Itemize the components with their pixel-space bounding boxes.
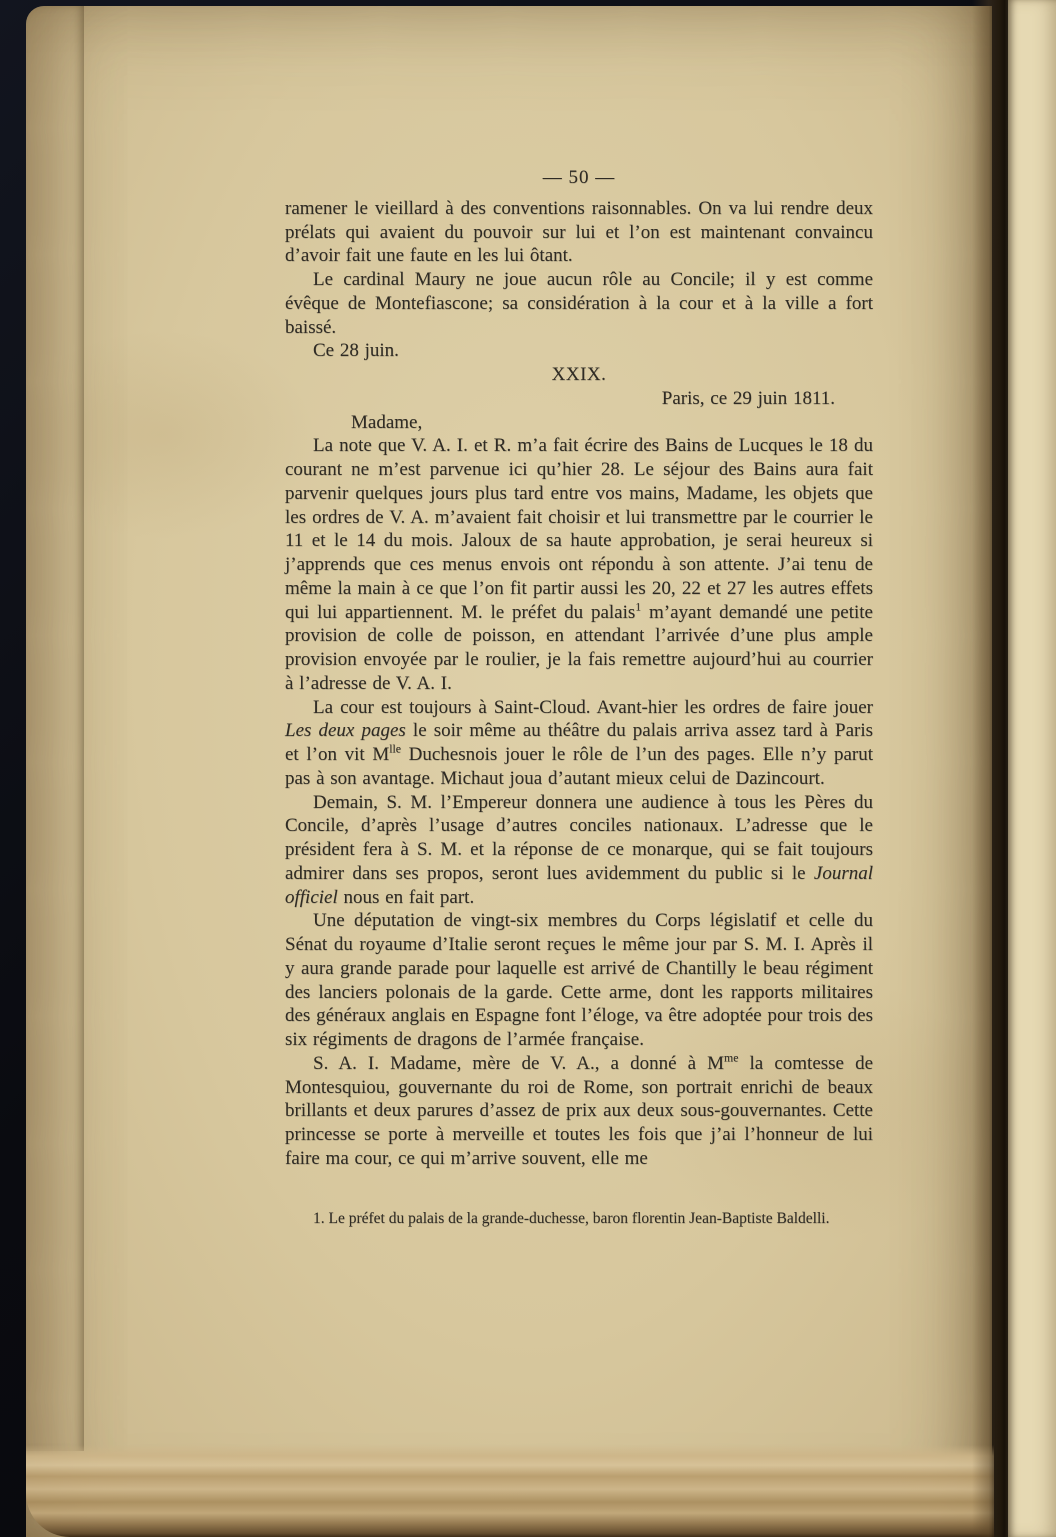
text-segment: ramener le vieillard à des conventions raisonnables. On va lui rendre deux prélats qui avaient du pouvoir sur lui et l’on est maintenant convaincu d’avoir fait une faute en les lui ôtant. (285, 197, 873, 267)
superscript-reference: me (724, 1051, 739, 1065)
text-segment: Duchesnois jouer le rôle de l’un des pages. Elle n’y parut pas à son avantage. Michaut joua d’autant mieux celui de Dazincourt. (285, 744, 873, 789)
paragraph (285, 696, 873, 791)
text-segment: nous en fait part. (337, 886, 475, 908)
paragraph (285, 339, 873, 363)
text-segment: Ce 28 juin. (313, 340, 399, 362)
paragraph (285, 909, 873, 1052)
page-stack-left-edge (26, 6, 84, 1451)
text-segment: La cour est toujours à Saint-Cloud. Avant-hier les ordres de faire jouer (313, 696, 873, 718)
text-segment: S. A. I. Madame, mère de V. A., a donné à M (313, 1052, 725, 1074)
paragraph (285, 268, 873, 339)
text-segment: le soir même au théâtre du palais arriva assez tard à Paris et l’on vit M (285, 720, 874, 765)
italic-text: Les deux pages (285, 720, 406, 742)
text-segment: Paris, ce 29 juin 1811. (661, 387, 835, 409)
superscript-reference: lle (389, 742, 401, 756)
letter-dateline (285, 387, 873, 411)
text-segment: Une députation de vingt-six membres du Corps législatif et celle du Sénat du royaume d’Italie seront reçues le même jour par S. M. I. Après il y aura grande parade pour laquelle est arrivé de Chantilly le beau régiment des lanciers polonais de la garde. Cette arme, dont les rapports militaires des généraux anglais en Espagne font l’éloge, va être adoptée pour trois des six régiments de dragons de l’armée française. (285, 910, 873, 1050)
text-segment: m’ayant demandé une petite provision de colle de poisson, en attendant l’arrivée d’une plus ample provision envoyée par le roulier, je la fais remettre aujourd’hui au courrier à l’adresse de V. A. I. (285, 601, 873, 694)
paragraph (285, 434, 873, 695)
chapter-heading (285, 363, 873, 387)
text-segment: XXIX. (551, 364, 607, 385)
text-block (285, 166, 873, 1244)
paragraph (285, 791, 873, 910)
superscript-reference: 1 (635, 600, 642, 614)
text-segment: Le cardinal Maury ne joue aucun rôle au Concile; il y est comme évêque de Montefiascone; sa considération à la cour et à la ville a fort baissé. (285, 269, 873, 338)
italic-text: Journal officiel (285, 862, 873, 908)
book-page (26, 6, 992, 1537)
text-segment: 1. Le préfet du palais de la grande-duchesse, baron florentin Jean-Baptiste Baldelli. (313, 1209, 830, 1227)
page-number: — 50 — (542, 167, 616, 188)
letter-salutation (285, 411, 873, 435)
paragraph-continuation (285, 197, 873, 268)
page-stack-bottom-edge (26, 1445, 994, 1537)
text-segment: La note que V. A. I. et R. m’a fait écrire des Bains de Lucques le 18 du courant ne m’est parvenue ici qu’hier 28. Le séjour des Bains aura fait parvenir quelques jours plus tard entre vos mains, Madame, les objets que les ordres de V. A. m’avaient fait choisir et lui transmettre par le courrier le 11 et le 14 du mois. Jaloux de sa haute approbation, je serai heureux si j’apprends que ces menus envois ont répondu à son attente. J’ai tenu de même la main à ce que l’on fit partir aussi les 20, 22 et 27 les autres effets qui lui appartiennent. M. le préfet du palais (285, 435, 873, 623)
text-segment: Demain, S. M. l’Empereur donnera une audience à tous les Pères du Concile, d’après l’usage d’autres conciles nationaux. L’adresse que le président fera à S. M. et la réponse de ce monarque, qui se fait toujours admirer dans ses propos, seront lues avidemment du public si le (285, 791, 873, 884)
text-segment: la comtesse de Montesquiou, gouvernante du roi de Rome, son portrait enrichi de beaux brillants et deux parures d’assez de prix aux deux sous-gouvernantes. Cette princesse se porte à merveille et toutes les fois que j’ai l’honneur de lui faire ma cour, ce qui m’arrive souvent, elle me (285, 1052, 873, 1169)
footnote (285, 1209, 873, 1229)
next-page-edge (1008, 0, 1056, 1537)
text-segment: Madame, (351, 411, 423, 433)
paragraph (285, 1052, 873, 1171)
